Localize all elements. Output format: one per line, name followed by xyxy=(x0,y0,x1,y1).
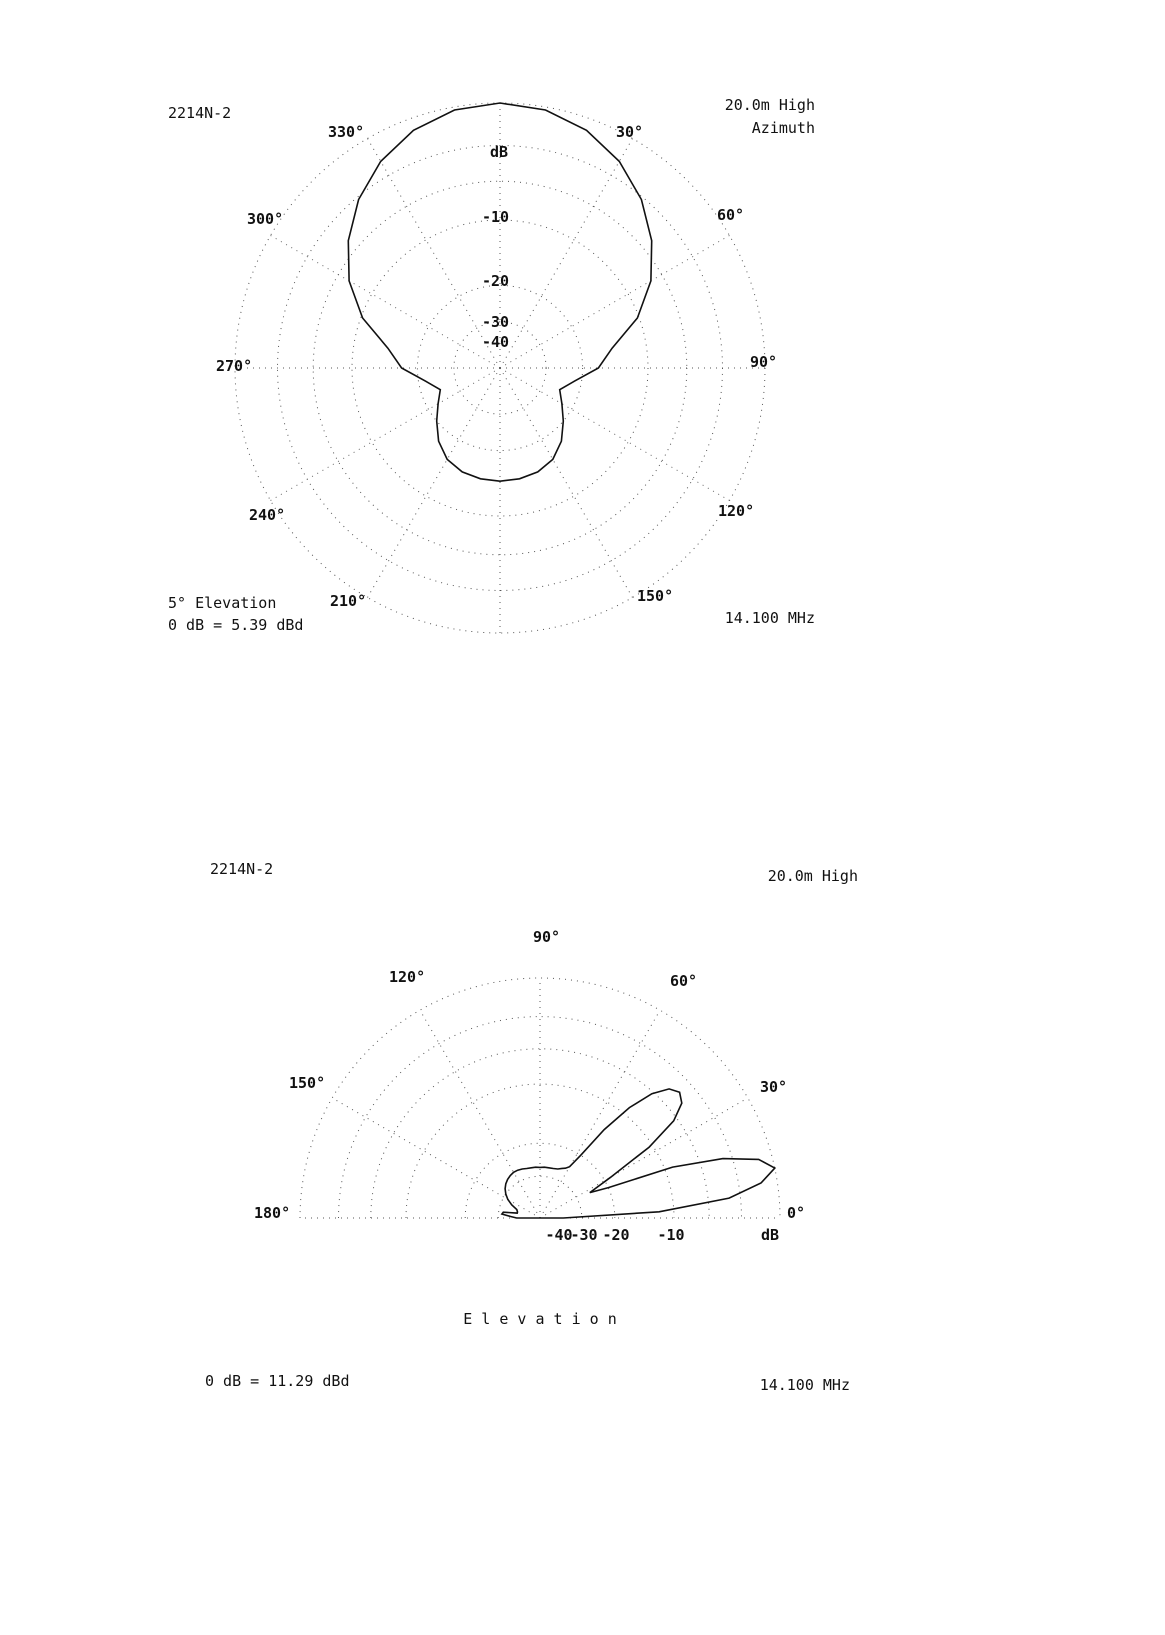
azimuth-plot-label: Azimuth xyxy=(751,119,815,137)
elevation-pattern-line xyxy=(502,1089,775,1218)
elevation-plot-label: E l e v a t i o n xyxy=(463,1310,617,1328)
azimuth-grid-spoke xyxy=(368,139,501,369)
azimuth-grid-spoke xyxy=(368,368,501,598)
azimuth-angle-labels xyxy=(216,123,777,610)
azimuth-grid-spoke xyxy=(500,236,730,369)
azimuth-angle-label: 60° xyxy=(717,206,745,224)
azimuth-frequency: 14.100 MHz xyxy=(724,609,815,627)
azimuth-radial-unit: dB xyxy=(490,143,509,161)
elevation-radial-tick: -30 xyxy=(570,1226,598,1244)
azimuth-reference: 0 dB = 5.39 dBd xyxy=(168,616,304,634)
azimuth-grid-spoke xyxy=(500,368,730,501)
azimuth-angle-label: 90° xyxy=(750,353,778,371)
azimuth-angle-label: 210° xyxy=(330,592,367,610)
elevation-model-id: 2214N-2 xyxy=(210,860,274,878)
azimuth-plot xyxy=(168,96,815,634)
elevation-radial-tick: -10 xyxy=(657,1226,685,1244)
azimuth-angle-label: 330° xyxy=(328,123,365,141)
azimuth-angle-label: 120° xyxy=(718,502,755,520)
elevation-height-label: 20.0m High xyxy=(767,867,858,885)
elevation-angle-label: 0° xyxy=(787,1204,806,1222)
azimuth-radial-tick: -10 xyxy=(482,208,510,226)
elevation-radial-unit: dB xyxy=(760,1226,780,1244)
azimuth-radial-labels xyxy=(482,143,509,351)
elevation-angle-label: 60° xyxy=(670,972,698,990)
azimuth-grid-spoke xyxy=(271,236,501,369)
azimuth-grid-spoke xyxy=(500,139,633,369)
elevation-radial-tick: -40 xyxy=(545,1226,573,1244)
azimuth-radial-tick: -30 xyxy=(482,313,510,331)
azimuth-model-id: 2214N-2 xyxy=(168,104,232,122)
azimuth-angle-label: 300° xyxy=(247,210,284,228)
elevation-reference: 0 dB = 11.29 dBd xyxy=(205,1372,350,1390)
azimuth-elevation-note: 5° Elevation xyxy=(168,594,277,612)
elevation-angle-label: 90° xyxy=(533,928,561,946)
elevation-plot xyxy=(205,860,858,1394)
azimuth-angle-label: 270° xyxy=(216,357,253,375)
elevation-frequency: 14.100 MHz xyxy=(759,1376,850,1394)
azimuth-height-label: 20.0m High xyxy=(724,96,815,114)
elevation-angle-label: 150° xyxy=(289,1074,326,1092)
azimuth-angle-label: 150° xyxy=(637,587,674,605)
azimuth-angle-label: 240° xyxy=(249,506,286,524)
elevation-angle-label: 120° xyxy=(389,968,426,986)
azimuth-grid xyxy=(235,103,765,633)
elevation-radial-tick: -20 xyxy=(602,1226,630,1244)
elevation-radial-labels xyxy=(545,1226,779,1244)
elevation-grid xyxy=(300,978,780,1218)
elevation-angle-label: 180° xyxy=(254,1204,291,1222)
elevation-grid-spoke xyxy=(540,1010,660,1218)
azimuth-grid-spoke xyxy=(271,368,501,501)
elevation-grid-ring xyxy=(465,1143,615,1218)
azimuth-angle-label: 30° xyxy=(616,123,644,141)
elevation-grid-spoke xyxy=(420,1010,540,1218)
azimuth-radial-tick: -40 xyxy=(482,333,510,351)
azimuth-grid-spoke xyxy=(500,368,633,598)
elevation-angle-label: 30° xyxy=(760,1078,788,1096)
azimuth-radial-tick: -20 xyxy=(482,272,510,290)
